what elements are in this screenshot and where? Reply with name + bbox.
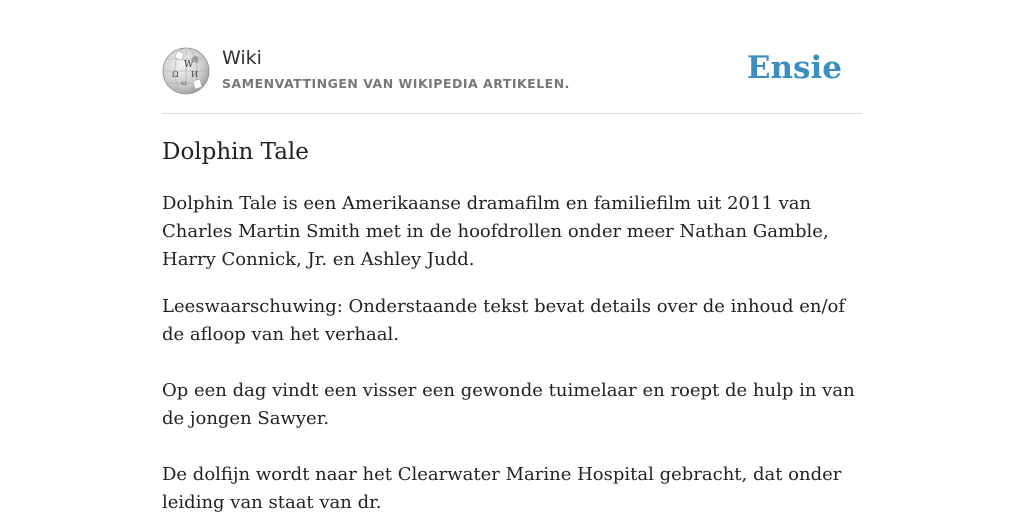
site-title[interactable]: Wiki — [222, 47, 262, 69]
svg-text:ω: ω — [181, 79, 187, 87]
site-header — [162, 44, 862, 114]
ensie-logo-link[interactable]: Ensie — [746, 50, 842, 86]
page-title: Dolphin Tale — [162, 139, 309, 165]
svg-text:W: W — [184, 60, 194, 70]
article-paragraph: Op een dag vindt een visser een gewonde tuimelaar en roept de hulp in van de jongen Sawyer. — [162, 380, 855, 429]
article-paragraph: De dolfijn wordt naar het Clearwater Marine Hospital gebracht, dat onder leiding van staat van dr. — [162, 464, 842, 512]
svg-text:維: 維 — [192, 56, 199, 64]
wikipedia-globe-icon[interactable] — [162, 47, 210, 95]
site-subtitle: SAMENVATTINGEN VAN WIKIPEDIA ARTIKELEN. — [222, 76, 570, 91]
article — [162, 136, 862, 512]
svg-text:И: И — [191, 70, 198, 79]
svg-text:Ω: Ω — [172, 70, 179, 79]
article-intro: Dolphin Tale is een Amerikaanse dramafilm en familiefilm uit 2011 van Charles Martin Smith met in de hoofdrollen onder meer Nathan Gamble, Harry Connick, Jr. en Ashley Judd. — [162, 193, 829, 270]
spoiler-warning: Leeswaarschuwing: Onderstaande tekst bevat details over de inhoud en/of de afloop van het verhaal. — [162, 296, 846, 345]
